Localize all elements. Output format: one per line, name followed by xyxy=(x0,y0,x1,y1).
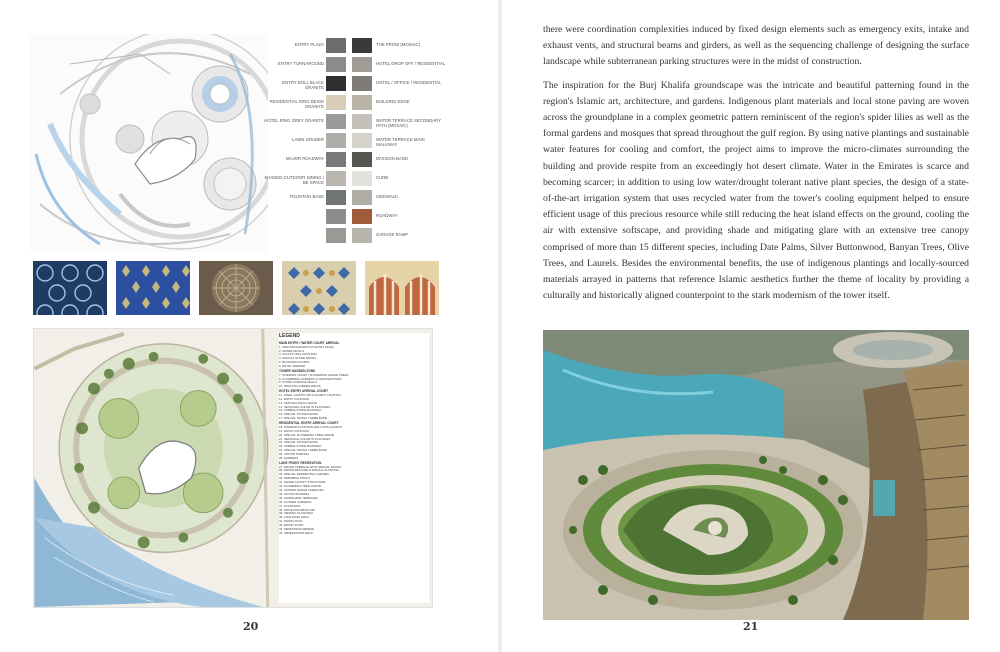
legend-item: 18. INTERIOR FOUNTAIN WALL WITH ACCENT xyxy=(279,424,343,429)
legend-item: 31. SHADE CANOPY STRUCTURE xyxy=(279,480,326,485)
material-swatch xyxy=(326,95,346,110)
material-swatch xyxy=(352,114,372,129)
material-label: HOTEL DROP OFF / RESIDENTIAL xyxy=(376,61,446,66)
legend-item: 40. LAKE EDGE WALK xyxy=(279,515,310,520)
pattern-photo xyxy=(199,261,273,315)
material-row xyxy=(270,38,440,54)
legend-item: 3. SCULPTURAL FOUNTAIN xyxy=(279,352,317,357)
material-label: THE PROW (MOSAIC) xyxy=(376,42,421,47)
material-label: FOUNTAIN BASE xyxy=(289,194,324,199)
legend-item: 33. CLIPPED HEDGE TERRACES xyxy=(279,487,324,492)
legend-item: 7. INTERNAL COURT / FLOWERING SHADE TREES xyxy=(279,372,349,377)
legend-item: 15. COBBLE STONE ROADWAY xyxy=(279,408,322,413)
legend-item: 9. STONE SURFACE WALLS xyxy=(279,380,318,385)
material-swatch xyxy=(352,76,372,91)
material-row xyxy=(264,171,440,187)
material-label: WATER TERRACE MAIN WALKWAY xyxy=(376,137,425,147)
legend-item: 20. SPECIAL FLOWERING TREE GROVE xyxy=(279,432,334,437)
material-swatch xyxy=(352,171,372,186)
pattern-photo xyxy=(282,261,356,315)
material-row xyxy=(270,57,446,73)
legend-item: 29. SPECIAL RESIDENTIAL GARDEN xyxy=(279,472,329,477)
legend-section-head: RESIDENTIAL ENTRY ARRIVAL COURT xyxy=(279,421,339,426)
legend-item: 25. VISITOR PARKING xyxy=(279,452,309,457)
material-label: BUILDING EDGE xyxy=(376,99,410,104)
material-swatch xyxy=(352,57,372,72)
right-page xyxy=(500,0,1000,652)
landscape-plan xyxy=(33,328,433,608)
legend-item: 6. ENTRY MARKER xyxy=(279,364,306,369)
material-swatch xyxy=(326,38,346,53)
legend-item: 13. CENTRAL PALM GROVE xyxy=(279,400,317,405)
material-swatch xyxy=(352,190,372,205)
material-row xyxy=(270,209,440,225)
material-row xyxy=(270,95,440,111)
aerial-photo xyxy=(543,330,969,620)
pattern-photo xyxy=(116,261,190,315)
material-label: ENTRY PLAZA xyxy=(294,42,324,47)
legend-item: 10. PAVILION GARDEN WALKS xyxy=(279,384,321,389)
material-label: SHADED OUTDOOR DINING / BE SPACE xyxy=(264,175,324,185)
legend-section-head: HOTEL ENTRY ARRIVAL COURT xyxy=(279,389,329,394)
legend-item: 17. SPECIAL PAVING THEME BAND xyxy=(279,416,327,421)
material-row xyxy=(270,133,440,149)
legend-item: 24. SPECIAL PAVING THEME BAND xyxy=(279,448,327,453)
pattern-photo xyxy=(365,261,439,315)
material-row xyxy=(264,114,441,130)
legend-item: 4. SPECIAL STONE PAVING xyxy=(279,356,317,361)
material-swatch xyxy=(326,76,346,91)
material-swatch xyxy=(352,95,372,110)
legend-item: 11. STEEL CANOPY WITH ACCENT LIGHTING xyxy=(279,392,341,397)
material-row xyxy=(270,190,440,206)
material-label: RESIDENTIAL RING BEIGE GRANITE xyxy=(269,99,324,109)
material-label: ROADWAY xyxy=(376,213,398,218)
legend-item: 37. FOUNTAINS xyxy=(279,503,301,508)
material-swatch xyxy=(352,133,372,148)
paragraph: The inspiration for the Burj Khalifa groundscape was the intricate and beautiful patterning found in the region's Islamic art, architecture, and gardens. Indigenous plant materials and local stone paving are woven across the groundplane in a complex geometric pattern reminiscent of the region's spider lilies as well as the formal gardens and mosques that spread throughout the gulf region. By using native plantings and sustainable water features for cooling and comfort, the project aims to improve the micro-climates surrounding the building and provide respite from an exceedingly hot desert climate. Water in the Emirates is scarce and becoming scarcer; in addition to using low water/drought tolerant native plant species, the design of a state-of-the-art irrigation system that uses recycled water from the tower's cooling equipment helped to ensure efficient usage of this precious resource while still reducing the heat island effects on the ground, cooling the air with extensive softscape, and providing shade and mitigating glare with an extensive tree canopy comprised of more than 15 different species, including Date Palms, Silver Buttonwood, Banyan Trees, Olive Trees, and Laurels. Besides the environmental benefits, the use of indigenous plantings and locally-sourced materials arrayed in patterns that reference Islamic aesthetics further the theme of locality by providing a culturally and historically aligned counterpoint to the stark modernism of the tower itself. xyxy=(543,79,969,302)
legend-item: 23. COBBLE STONE ROADWAY xyxy=(279,444,322,449)
legend-item: 16. SPECIAL STONE PAVING xyxy=(279,412,318,417)
materials-legend xyxy=(264,38,446,256)
material-label: ENTRY BOLL BLACK GRANITE xyxy=(282,80,324,90)
legend-item: 21. SEASONAL COLOR IN PLANTERS xyxy=(279,436,331,441)
material-swatch xyxy=(352,209,372,224)
legend-item: 39. VIEWING PLATFORM xyxy=(279,511,313,516)
legend-item: 2. WATER PETALS xyxy=(279,348,305,353)
legend-section-head: LAKE FRONT RECREATION xyxy=(279,460,322,465)
legend-item: 36. FLOWER GARDENS xyxy=(279,499,312,504)
material-swatch xyxy=(326,133,346,148)
legend-item: 43. PEDESTRIAN BRIDGE xyxy=(279,527,315,532)
material-swatch xyxy=(352,38,372,53)
material-label: ENTRY TURNAROUND xyxy=(277,61,324,66)
legend-item: 8. FLOWERING GARDENS & GROUNDCOVER xyxy=(279,376,342,381)
material-label: MAJOR ROADWAY xyxy=(286,156,324,161)
material-swatch xyxy=(326,152,346,167)
material-swatch xyxy=(352,152,372,167)
material-swatch xyxy=(326,171,346,186)
legend-section-head: MAIN ENTRY / WATER COURT ARRIVAL xyxy=(279,341,340,345)
legend-item: 35. LANDSCAPE TERRACES xyxy=(279,495,318,500)
material-swatch xyxy=(352,228,372,243)
material-swatch xyxy=(326,228,346,243)
material-label: LAWN GRADER xyxy=(292,137,324,142)
legend-section-head: TOWER GARDEN ZONE xyxy=(279,369,316,374)
paragraph: there were coordination complexities induced by fixed design elements such as emergency exits, intake and exhaust vents, and structural beams and girders, as well as the sequencing challenge of designing the surface landscape while subterranean parking structures were in the midst of construction. xyxy=(543,24,969,68)
material-row xyxy=(270,152,440,168)
material-label: HOTEL RING GREY GRANITE xyxy=(264,118,324,123)
legend-item: 41. DIVING POOL xyxy=(279,519,303,524)
material-row xyxy=(270,228,440,244)
legend-item: 28. WATER FEATURE & SPECIAL PLANTING xyxy=(279,468,339,473)
legend-item: 42. DRIVE COURT xyxy=(279,523,304,528)
legend-item: 1. MAIN PROCESSION AT ENTRY PLAZA xyxy=(279,344,335,349)
page-number-right: 21 xyxy=(743,620,759,633)
material-swatch xyxy=(326,57,346,72)
legend-item: 22. SPECIAL STONE PAVING xyxy=(279,440,318,445)
legend-title: LEGEND xyxy=(279,333,300,339)
legend-item: 26. GARDENS xyxy=(279,456,299,461)
material-label: DIVISION BAND xyxy=(376,156,408,161)
legend-item: 30. SWIMMING POOLS xyxy=(279,476,310,481)
legend-item: 5. BLOSSOM COURTS xyxy=(279,360,310,365)
material-label: SIDEWALK xyxy=(376,194,399,199)
legend-item: 38. DRIVE AND DROP-OFF xyxy=(279,507,316,512)
legend-item: 19. ENTRY FOUNTAIN xyxy=(279,428,309,433)
legend-item: 27. GRAND TERRACE WITH SPECIAL PAVING xyxy=(279,464,342,469)
material-label: GARAGE RAMP xyxy=(376,232,408,237)
material-label: CURB xyxy=(376,175,389,180)
material-swatch xyxy=(326,114,346,129)
legend-item: 44. OBSERVATION DECK xyxy=(279,530,314,535)
legend-item: 34. OUTDOOR DINING xyxy=(279,491,310,496)
legend-item: 32. FLOWERING TREE GROVE xyxy=(279,484,322,489)
material-swatch xyxy=(326,190,346,205)
pattern-photo xyxy=(33,261,107,315)
legend-item: 12. ENTRY FOUNTAIN xyxy=(279,396,309,401)
body-text xyxy=(543,22,969,311)
pattern-photos xyxy=(33,261,433,315)
material-swatch xyxy=(326,209,346,224)
page-number-left: 20 xyxy=(243,620,259,633)
site-plan-drawing xyxy=(30,34,268,252)
material-label: WATER TERRACE SECONDARY PATH (MOSAIC) xyxy=(376,118,441,128)
material-row xyxy=(270,76,440,92)
legend-item: 14. SEASONAL COLOR IN PLANTERS xyxy=(279,404,331,409)
material-label: HOTEL / OFFICE / RESIDENTIAL xyxy=(376,80,442,85)
plan-legend xyxy=(279,333,429,603)
